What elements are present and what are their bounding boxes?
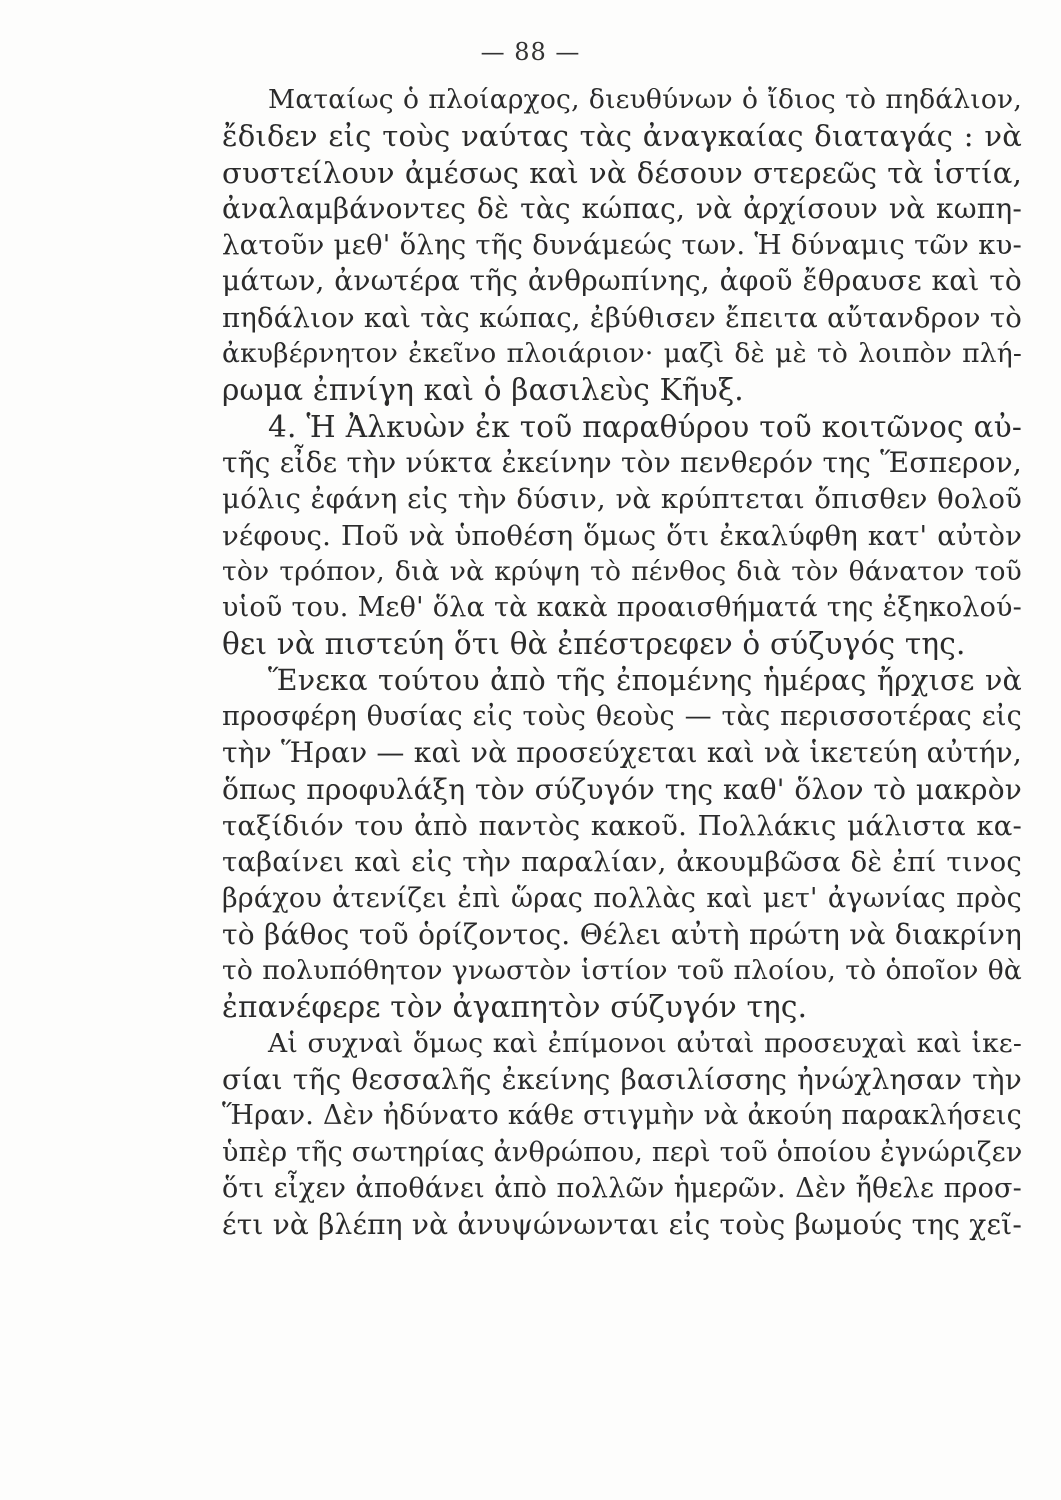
text-line: ταξίδιόν του ἀπὸ παντὸς κακοῦ. Πολλάκις μάλιστα κα-: [222, 809, 1022, 842]
text-line: Ἕνεκα τούτου ἀπὸ τῆς ἐπομένης ἡμέρας ἤρχισε νὰ: [268, 663, 1022, 697]
text-line: νέφους. Ποῦ νὰ ὑποθέση ὅμως ὅτι ἐκαλύφθη κατ' αὐτὸν: [222, 519, 1022, 552]
text-line: προσφέρη θυσίας εἰς τοὺς θεοὺς — τὰς περισσοτέρας εἰς: [222, 701, 1022, 733]
text-line: έτι νὰ βλέπη νὰ ἀνυψώνωνται εἰς τοὺς βωμούς της χεῖ-: [222, 1208, 1022, 1242]
text-line: τὸν τρόπον, διὰ νὰ κρύψη τὸ πένθος διὰ τὸν θάνατον τοῦ: [222, 555, 1022, 587]
text-line: Αἱ συχναὶ ὅμως καὶ ἐπίμονοι αὐταὶ προσευχαὶ καὶ ἱκε-: [268, 1027, 1022, 1059]
text-line: θει νὰ πιστεύη ὅτι θὰ ἐπέστρεφεν ὁ σύζυγός της.: [222, 627, 966, 662]
text-line: ἀκυβέρνητον ἐκεῖνο πλοιάριον· μαζὶ δὲ μὲ τὸ λοιπὸν πλή-: [222, 338, 1022, 370]
text-line: βράχου ἀτενίζει ἐπὶ ὥρας πολλὰς καὶ μετ' ἀγωνίας πρὸς: [222, 882, 1022, 914]
text-line: ἔδιδεν εἰς τοὺς ναύτας τὰς ἀναγκαίας διαταγάς : νὰ: [222, 119, 1022, 154]
text-line: ὅτι εἶχεν ἀποθάνει ἀπὸ πολλῶν ἡμερῶν. Δὲν ἤθελε προσ-: [222, 1172, 1022, 1204]
text-line: υἱοῦ του. Μεθ' ὅλα τὰ κακὰ προαισθήματά της ἐξηκολού-: [222, 592, 1022, 624]
text-line: ἐπανέφερε τὸν ἀγαπητὸν σύζυγόν της.: [222, 990, 808, 1025]
text-line: πηδάλιον καὶ τὰς κώπας, ἐβύθισεν ἔπειτα αὔτανδρον τὸ: [222, 301, 1022, 334]
text-line: Ἥραν. Δὲν ἠδύνατο κάθε στιγμὴν νὰ ἀκούη παρακλήσεις: [222, 1100, 1022, 1132]
text-line: ταβαίνει καὶ εἰς τὴν παραλίαν, ἀκουμβῶσα δὲ ἐπί τινος: [222, 846, 1022, 879]
text-line: τὴν Ἥραν — καὶ νὰ προσεύχεται καὶ νὰ ἱκετεύη αὐτήν,: [222, 736, 1022, 770]
text-line: μάτων, ἀνωτέρα τῆς ἀνθρωπίνης, ἀφοῦ ἔθραυσε καὶ τὸ: [222, 264, 1022, 298]
page-number: — 88 —: [480, 38, 581, 66]
body-text: [222, 82, 1022, 1244]
text-line: συστείλουν ἀμέσως καὶ νὰ δέσουν στερεῶς τὰ ἱστία,: [222, 155, 1022, 190]
text-line: σίαι τῆς θεσσαλῆς ἐκείνης βασιλίσσης ἠνώχλησαν τὴν: [222, 1063, 1022, 1097]
text-line: τὸ πολυπόθητον γνωστὸν ἱστίον τοῦ πλοίου, τὸ ὁποῖον θὰ: [222, 955, 1022, 987]
text-line: τῆς εἶδε τὴν νύκτα ἐκείνην τὸν πενθερόν της Ἕσπερον,: [222, 445, 1022, 479]
text-line: ὅπως προφυλάξη τὸν σύζυγόν της καθ' ὅλον τὸ μακρὸν: [222, 772, 1022, 806]
text-line: 4. Ἡ Ἀλκυὼν ἐκ τοῦ παραθύρου τοῦ κοιτῶνος αὐ-: [268, 409, 1022, 444]
text-line: τὸ βάθος τοῦ ὁρίζοντος. Θέλει αὐτὴ πρώτη νὰ διακρίνη: [222, 917, 1022, 951]
text-line: ρωμα ἐπνίγη καὶ ὁ βασιλεὺς Κῆυξ.: [222, 373, 744, 408]
text-line: Ματαίως ὁ πλοίαρχος, διευθύνων ὁ ἴδιος τὸ πηδάλιον,: [268, 84, 1022, 115]
text-line: ἀναλαμβάνοντες δὲ τὰς κώπας, νὰ ἀρχίσουν νὰ κωπη-: [222, 191, 1022, 225]
text-line: λατοῦν μεθ' ὅλης τῆς δυνάμεώς των. Ἡ δύναμις τῶν κυ-: [222, 229, 1022, 262]
text-line: ὑπὲρ τῆς σωτηρίας ἀνθρώπου, περὶ τοῦ ὁποίου ἐγνώριζεν: [222, 1136, 1023, 1168]
text-line: μόλις ἐφάνη εἰς τὴν δύσιν, νὰ κρύπτεται ὄπισθεν θολοῦ: [222, 483, 1022, 516]
